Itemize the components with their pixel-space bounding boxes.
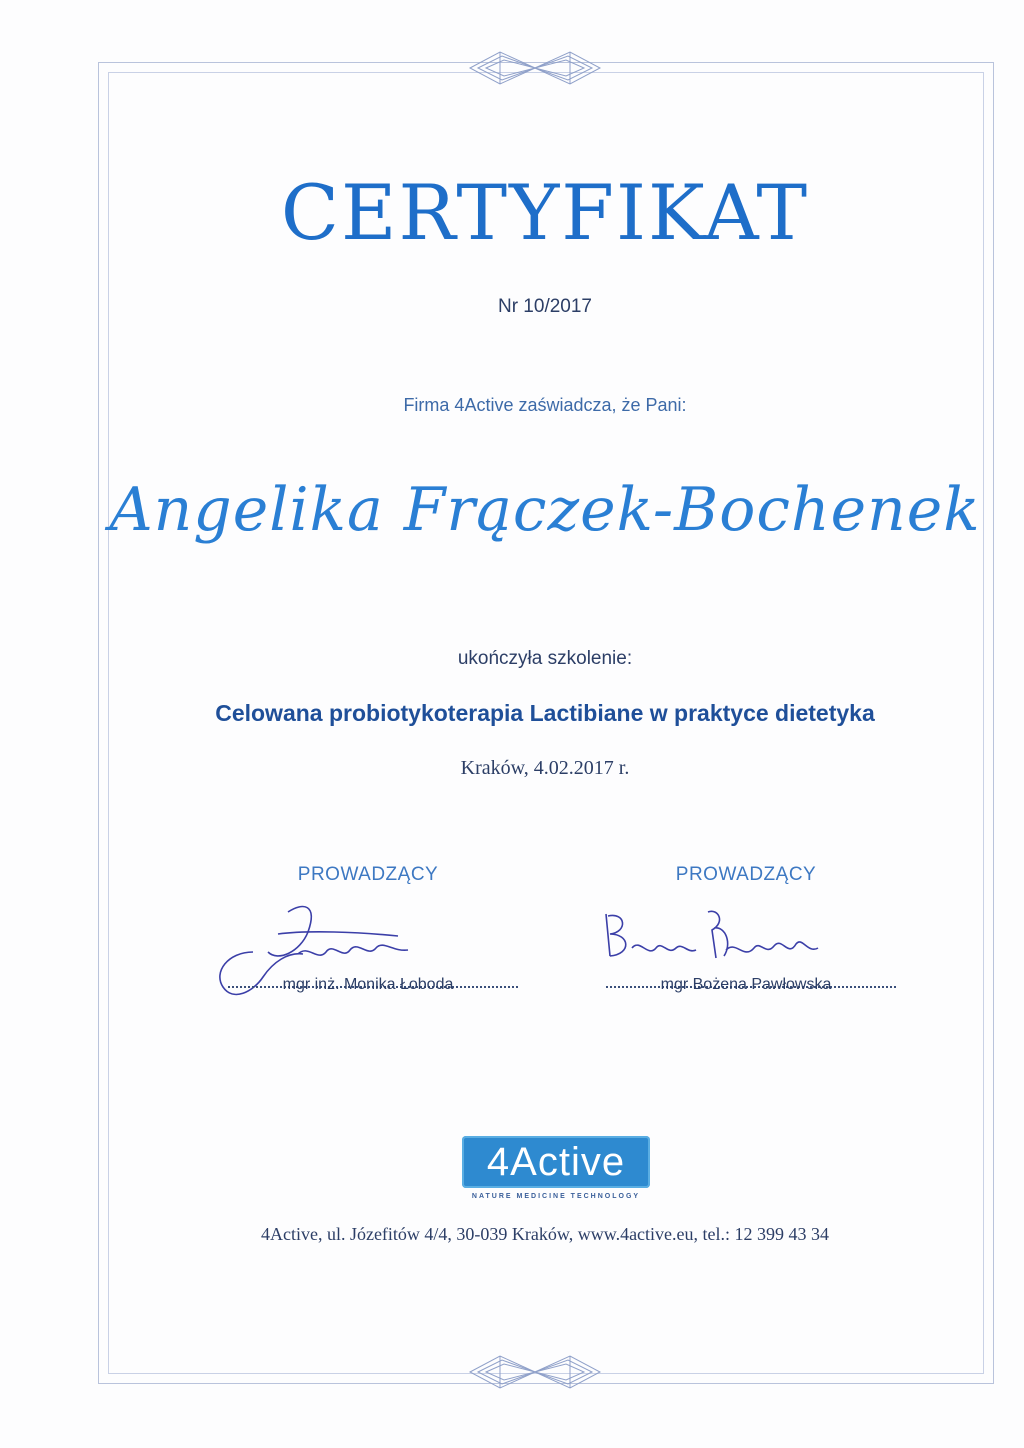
signer-role: PROWADZĄCY	[675, 864, 817, 885]
footer-address: 4Active, ul. Józefitów 4/4, 30-039 Kraków, www.4active.eu, tel.: 12 399 43 34	[260, 1224, 830, 1244]
logo-text: 4Active	[486, 1140, 626, 1184]
signature-left	[208, 892, 448, 1012]
certificate-title: CERTYFIKAT	[280, 168, 810, 257]
signer-role: PROWADZĄCY	[297, 864, 439, 885]
intro-text: Firma 4Active zaświadcza, że Pani:	[403, 395, 687, 415]
bottom-ornament	[460, 1352, 610, 1392]
top-ornament	[460, 48, 610, 88]
signer-name: mgr Bożena Pawłowska	[660, 976, 832, 993]
company-logo	[462, 1136, 652, 1206]
signer-name: mgr inż. Monika Łoboda	[282, 976, 454, 993]
certificate-number: Nr 10/2017	[497, 296, 592, 317]
logo-tagline: NATURE MEDICINE TECHNOLOGY	[471, 1193, 641, 1200]
course-name: Celowana probiotykoterapia Lactibiane w praktyce dietetyka	[215, 700, 875, 726]
completed-text: ukończyła szkolenie:	[457, 648, 633, 669]
place-date: Kraków, 4.02.2017 r.	[460, 757, 630, 779]
signature-right	[596, 904, 836, 984]
recipient-name: Angelika Frączek-Bochenek	[109, 475, 981, 545]
